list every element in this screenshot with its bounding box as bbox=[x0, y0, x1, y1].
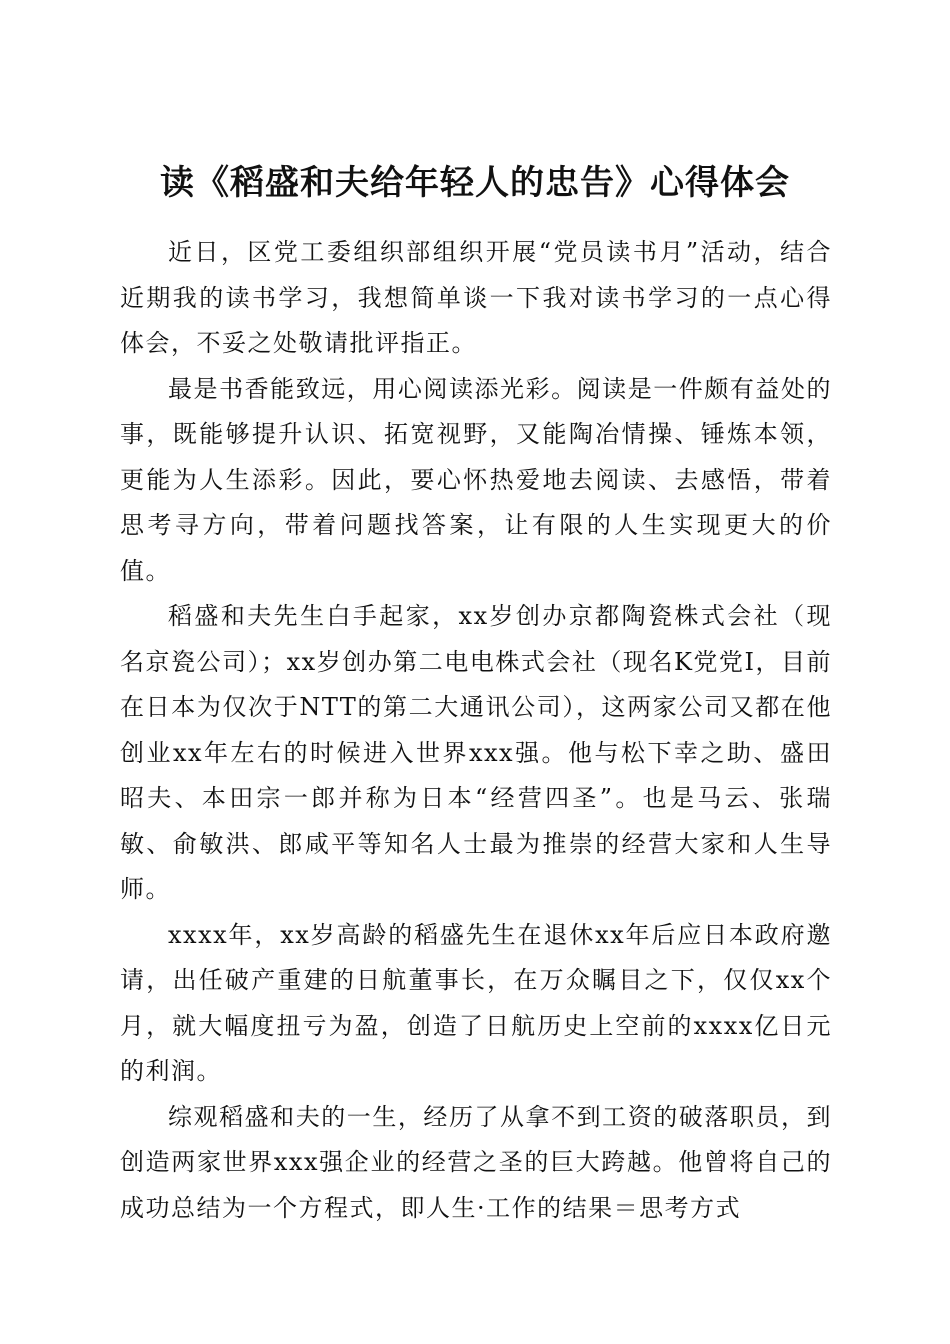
document-body bbox=[120, 230, 832, 1231]
paragraph-intro: 近日，区党工委组织部组织开展“党员读书月”活动，结合近期我的读书学习，我想简单谈一下我对读书学习的一点心得体会，不妥之处敬请批评指正。 bbox=[120, 238, 832, 357]
paragraph-biography: 稻盛和夫先生白手起家，xx岁创办京都陶瓷株式会社（现名京瓷公司）；xx岁创办第二电电株式会社（现名K党党I，目前在日本为仅次于NTT的第二大通讯公司），这两家公司又都在他创业xx年左右的时候进入世界xxx强。他与松下幸之助、盛田昭夫、本田宗一郎并称为日本“经营四圣”。也是马云、张瑞敏、俞敏洪、郎咸平等知名人士最为推崇的经营大家和人生导师。 bbox=[120, 602, 832, 903]
paragraph-reading-value: 最是书香能致远，用心阅读添光彩。阅读是一件颇有益处的事，既能够提升认识、拓宽视野，又能陶冶情操、锤炼本领，更能为人生添彩。因此，要心怀热爱地去阅读、去感悟，带着思考寻方向，带着问题找答案，让有限的人生实现更大的价值。 bbox=[120, 374, 832, 585]
paragraph-life-summary: 综观稻盛和夫的一生，经历了从拿不到工资的破落职员，到创造两家世界xxx强企业的经营之圣的巨大跨越。他曾将自己的成功总结为一个方程式，即人生·工作的结果＝思考方式 bbox=[120, 1102, 832, 1222]
paragraph-japan-airlines: xxxx年，xx岁高龄的稻盛先生在退休xx年后应日本政府邀请，出任破产重建的日航董事长，在万众瞩目之下，仅仅xx个月，就大幅度扭亏为盈，创造了日航历史上空前的xxxx亿日元的利润。 bbox=[120, 920, 832, 1085]
document-title: 读《稻盛和夫给年轻人的忠告》心得体会 bbox=[160, 162, 790, 203]
